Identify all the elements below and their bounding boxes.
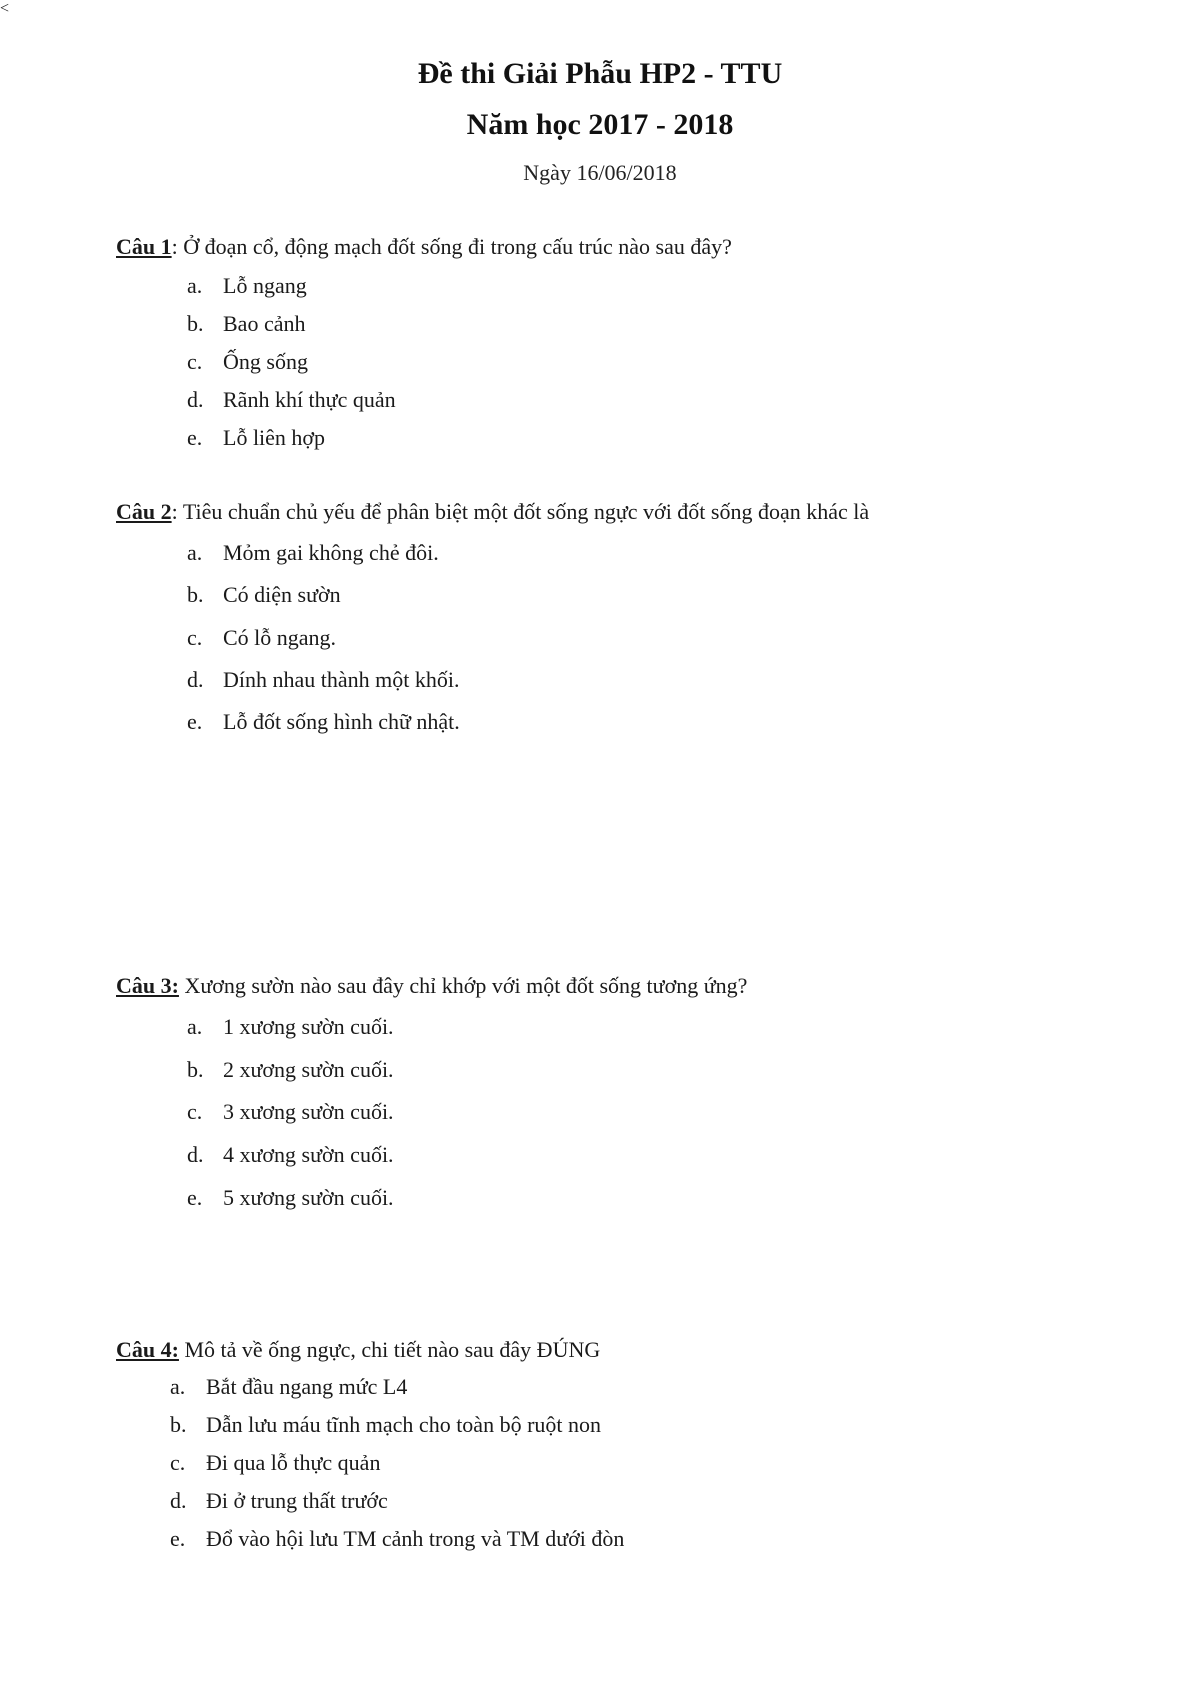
question-separator: : — [171, 234, 178, 259]
option-text: Lỗ liên hợp — [223, 425, 326, 450]
option-text: Bao cảnh — [223, 311, 306, 336]
academic-year: Năm học 2017 - 2018 — [466, 108, 734, 141]
option-text: Đi ở trung thất trước — [206, 1488, 388, 1513]
question-label: Câu 1 — [116, 234, 172, 259]
question-text: Ở đoạn cổ, động mạch đốt sống đi trong cấu trúc nào sau đây? — [177, 234, 732, 259]
option-3a — [187, 1014, 394, 1040]
option-text: Có diện sườn — [223, 582, 341, 607]
option-text: 4 xương sườn cuối. — [223, 1142, 394, 1167]
question-label: Câu 2 — [116, 499, 172, 524]
option-letter: b. — [170, 1412, 187, 1437]
option-1d — [187, 387, 396, 413]
exam-title: Đề thi Giải Phẫu HP2 - TTU — [417, 57, 783, 90]
option-3d — [187, 1142, 394, 1168]
option-letter: d. — [170, 1488, 187, 1513]
option-letter: d. — [187, 387, 204, 412]
option-letter: b. — [187, 582, 204, 607]
option-1c — [187, 349, 308, 375]
question-text: Xương sườn nào sau đây chỉ khớp với một đốt sống tương ứng? — [178, 973, 748, 998]
option-text: Đi qua lỗ thực quản — [206, 1450, 381, 1475]
option-letter: a. — [187, 540, 203, 565]
option-2b — [187, 582, 341, 608]
option-letter: c. — [187, 1099, 203, 1124]
option-3e — [187, 1185, 394, 1211]
option-4c — [170, 1450, 380, 1476]
option-letter: c. — [187, 625, 203, 650]
option-letter: a. — [170, 1374, 186, 1399]
option-letter: e. — [170, 1526, 186, 1551]
option-text: Lỗ ngang — [223, 273, 307, 298]
option-2e — [187, 709, 460, 735]
option-letter: a. — [187, 273, 203, 298]
option-2c — [187, 625, 336, 651]
option-text: Dẫn lưu máu tĩnh mạch cho toàn bộ ruột non — [206, 1412, 602, 1437]
option-4e — [170, 1526, 624, 1552]
option-text: 3 xương sườn cuối. — [223, 1099, 394, 1124]
option-text: Lỗ đốt sống hình chữ nhật. — [223, 709, 460, 734]
option-text: Dính nhau thành một khối. — [223, 667, 460, 692]
question-1 — [116, 234, 732, 260]
question-separator: : — [171, 499, 178, 524]
option-text: Ống sống — [223, 349, 308, 374]
question-3 — [116, 973, 747, 999]
option-letter: b. — [187, 311, 204, 336]
option-letter: c. — [187, 349, 203, 374]
option-letter: d. — [187, 667, 204, 692]
exam-page: Đề thi Giải Phẫu HP2 - TTU Năm học 2017 - 2018 Ngày 16/06/2018 Câu 1: Ở đoạn cổ, động mạch đốt sống đi trong cấu trúc nào sau đây? a. Lỗ ngang b. Bao cảnh c. Ống sống d. Rãnh khí thực quản e. Lỗ liên hợp Câu 2: Tiêu chuẩn chủ yếu để phân biệt một đốt sống ngực với đốt sống đoạn khác là a. Mỏm gai không chẻ đôi. b. Có diện sườn c. Có lỗ ngang. d. Dính nhau thành một khối. e. Lỗ đốt sống hình chữ nhật. < Câu 3: Xương sườn nào sau đây chỉ khớp với một đốt sống tương ứng? a. 1 xương sườn cuối. b. 2 xương sườn cuối. c. 3 xương sườn cuối. d. 4 xương sườn cuối. e. 5 xương sườn cuối. Câu 4: Mô tả về ống ngực, chi tiết nào sau đây ĐÚNG a. Bắt đầu ngang mức L4 b. Dẫn lưu máu tĩnh mạch cho toàn bộ ruột non c. Đi qua lỗ thực quản d. Đi ở trung thất trước e. Đổ vào hội lưu TM cảnh trong và TM dưới đòn — [0, 0, 1200, 1698]
option-text: Rãnh khí thực quản — [223, 387, 396, 412]
option-text: Có lỗ ngang. — [223, 625, 337, 650]
option-letter: d. — [187, 1142, 204, 1167]
option-2a — [187, 540, 439, 566]
question-text: Tiêu chuẩn chủ yếu để phân biệt một đốt sống ngực với đốt sống đoạn khác là — [177, 499, 870, 524]
exam-date: Ngày 16/06/2018 — [523, 160, 677, 185]
question-text: Mô tả về ống ngực, chi tiết nào sau đây ĐÚNG — [178, 1337, 601, 1362]
option-letter: b. — [187, 1057, 204, 1082]
option-2d — [187, 667, 459, 693]
option-letter: e. — [187, 425, 203, 450]
option-1a — [187, 273, 307, 299]
option-4a — [170, 1374, 407, 1400]
option-letter: c. — [170, 1450, 186, 1475]
option-letter: e. — [187, 1185, 203, 1210]
option-3b — [187, 1057, 394, 1083]
question-2 — [116, 499, 869, 525]
option-1e — [187, 425, 325, 451]
option-1b — [187, 311, 305, 337]
option-letter: e. — [187, 709, 203, 734]
question-4 — [116, 1337, 600, 1363]
question-label: Câu 4: — [116, 1337, 179, 1362]
option-letter: a. — [187, 1014, 203, 1039]
option-text: Bắt đầu ngang mức L4 — [206, 1374, 408, 1399]
option-text: Đổ vào hội lưu TM cảnh trong và TM dưới đòn — [206, 1526, 625, 1551]
option-4b — [170, 1412, 601, 1438]
question-label: Câu 3: — [116, 973, 179, 998]
option-3c — [187, 1099, 394, 1125]
option-text: 1 xương sườn cuối. — [223, 1014, 394, 1039]
option-4d — [170, 1488, 388, 1514]
option-text: 5 xương sườn cuối. — [223, 1185, 394, 1210]
option-text: Mỏm gai không chẻ đôi. — [223, 540, 439, 565]
option-text: 2 xương sườn cuối. — [223, 1057, 394, 1082]
